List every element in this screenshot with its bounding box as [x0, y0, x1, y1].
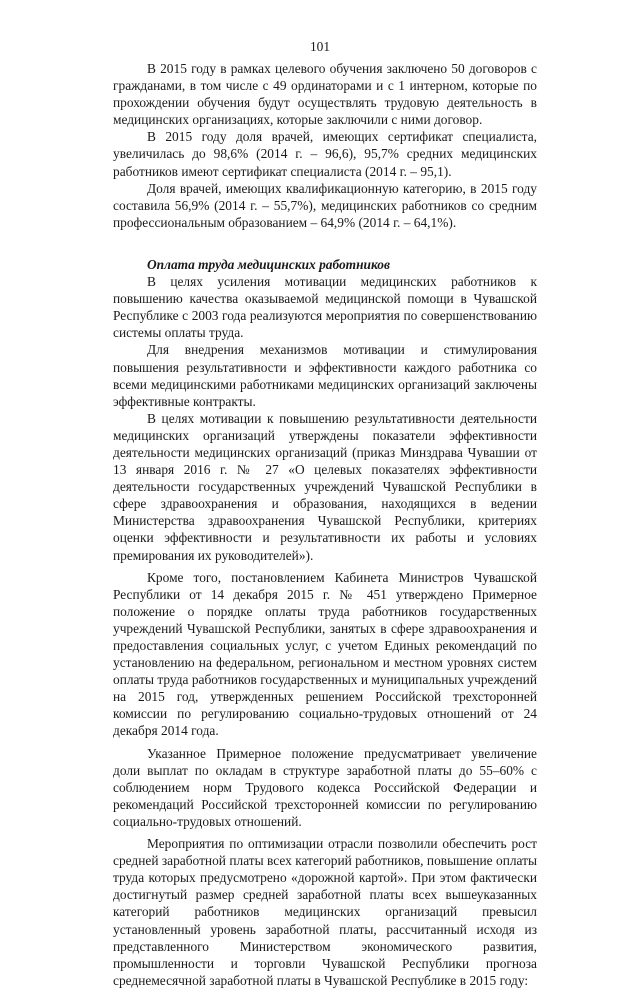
paragraph-resolution: Кроме того, постановлением Кабинета Министров Чувашской Республики от 14 декабря 2015 г. № 451 утверждено Примерное положение о порядке оплаты труда работников государственных учреждений Чувашской Республики, занятых в сфере здравоохранения и предоставления социальных услуг, с учетом Единых рекомендаций по установлению на федеральном, региональном и местном уровнях систем оплаты труда работников государственных и муниципальных учреждений на 2015 год, утвержденных решением Российской трехсторонней комиссии по регулированию социально-трудовых отношений от 24 декабря 2014 года.	[113, 569, 537, 739]
paragraph-efficiency-indicators: В целях мотивации к повышению результативности деятельности медицинских организаций утверждены показатели эффективности деятельности медицинских организаций (приказ Минздрава Чувашии от 13 января 2016 г. № 27 «О целевых показателях эффективности деятельности государственных учреждений Чувашской Республики в сфере здравоохранения и образования, находящихся в ведении Министерства здравоохранения Чувашской Республики, критериях оценки эффективности и результативности их работы и условиях премирования их руководителей»).	[113, 410, 537, 563]
paragraph-motivation: В целях усиления мотивации медицинских работников к повышению качества оказываемой медицинской помощи в Чувашской Республике с 2003 года реализуются мероприятия по совершенствованию системы оплаты труда.	[113, 274, 537, 341]
section-heading: Оплата труда медицинских работников	[147, 256, 390, 272]
page-number: 101	[309, 39, 331, 54]
paragraph-target-training: В 2015 году в рамках целевого обучения заключено 50 договоров с гражданами, в том числе с 49 ординаторами и с 1 интерном, которые по прохождении обучения будут осуществлять трудовую деятельность в медицинских организациях, которые заключили с ними договор.	[113, 61, 537, 128]
paragraph-certificates: В 2015 году доля врачей, имеющих сертификат специалиста, увеличилась до 98,6% (2014 г. – 96,6), 95,7% средних медицинских работников имеют сертификат специалиста (2014 г. – 95,1).	[113, 129, 537, 179]
paragraph-optimization: Мероприятия по оптимизации отрасли позволили обеспечить рост средней заработной платы всех категорий работников, повышение оплаты труда которых предусмотрено «дорожной картой». При этом фактически достигнутый размер средней заработной платы всех вышеуказанных категорий работников медицинских организаций превысил установленный уровень заработной платы, рассчитанный исходя из представленного Министерством экономического развития, промышленности и торговли Чувашской Республики прогноза среднемесячной заработной платы в Чувашской Республике в 2015 году:	[113, 836, 537, 988]
paragraph-qualification: Доля врачей, имеющих квалификационную категорию, в 2015 году составила 56,9% (2014 г. – 55,7%), медицинских работников со средним профессиональным образованием – 64,9% (2014 г. – 64,1%).	[113, 180, 537, 230]
paragraph-regulation: Указанное Примерное положение предусматривает увеличение доли выплат по окладам в структуре заработной платы до 55–60% с соблюдением норм Трудового кодекса Российской Федерации и рекомендаций Российской трехсторонней комиссии по регулированию социально-трудовых отношений.	[113, 745, 537, 829]
paragraph-effective-contracts: Для внедрения механизмов мотивации и стимулирования повышения результативности и эффективности каждого работника со всеми медицинскими работниками медицинских организаций заключены эффективные контракты.	[113, 342, 537, 409]
document-body	[113, 60, 537, 989]
